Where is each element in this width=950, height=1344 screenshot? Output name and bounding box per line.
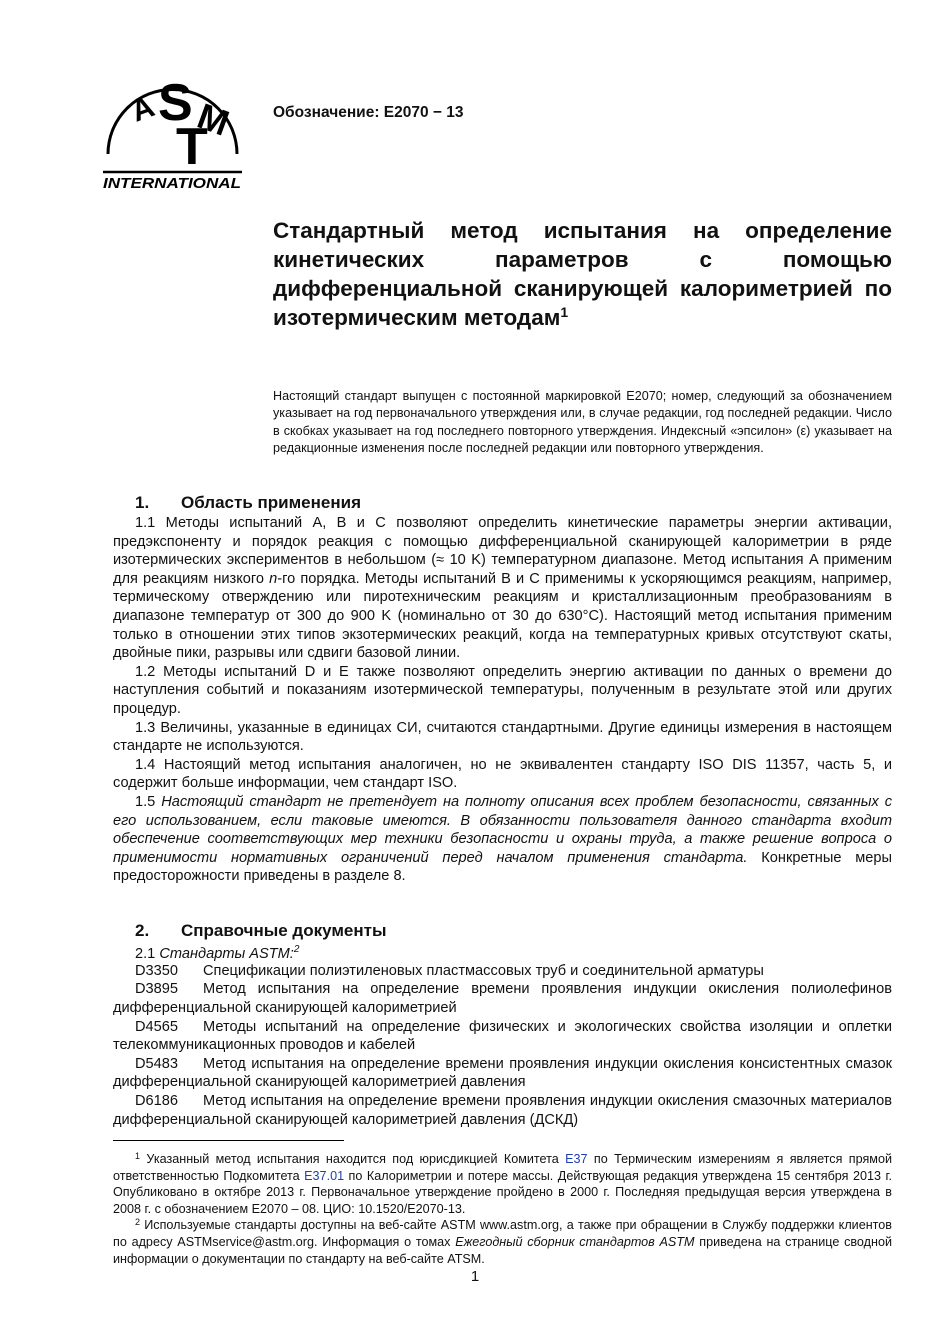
clause-text: -го порядка. Методы испытаний B и C применимы к ускоряющимся реакциям, например, термическому отверждению или пиротехническим реакциям и кристаллизационным преобразованиям в диапазоне температур от 300 до 900 K (номинально от 30 до 630°С). Настоящий метод испытания применим только в отношении этих типов экзотермических реакций, когда на температурных кривых отсутствуют скаты, двойные пики, разрывы или сдвиги базовой линии. (113, 570, 892, 662)
reference-code: D4565 (135, 1018, 179, 1035)
document-title (273, 216, 892, 332)
footnote-mark: 2 (135, 1217, 141, 1228)
logo-subtitle: INTERNATIONAL (103, 176, 241, 192)
reference-code: D6186 (135, 1093, 179, 1110)
reference-code: D3350 (135, 962, 179, 979)
clause-italic: n (269, 570, 278, 587)
footnote-mark: 1 (135, 1151, 141, 1161)
clause-text: Конкретные меры предосторожности приведены в разделе 8. (113, 849, 892, 885)
clause-text: 1.1 Методы испытаний A, B и C позволяют определить кинетические параметры энергии активации, предэкспоненту и порядок реакция с помощью дифференциальной сканирующей калориметрии в ряде изотермических экспериментов в небольшом (≈ 10 K) температурном диапазоне. Метод испытания A применим для реакциям низкого (113, 515, 892, 587)
reference-item (113, 1018, 892, 1055)
footnote-text: по Термическим измерениям я является прямой ответственностью Подкомитета (113, 1152, 892, 1183)
reference-title: Метод испытания на определение времени проявления индукции окисления смазочных материалов дифференциальной сканирующей калориметрией давления (ДСКД) (113, 1093, 892, 1128)
footnote-divider (113, 1140, 344, 1141)
footnote-mark: 2 (293, 944, 300, 955)
reference-title: Метод испытания на определение времени проявления индукции окисления полиолефинов дифференциальной сканирующей калориметрией (113, 981, 892, 1017)
footnote-1 (113, 1151, 892, 1217)
reference-item (113, 980, 892, 1017)
section-references (113, 920, 892, 1129)
reference-list (113, 962, 892, 1129)
clause-2-1 (113, 942, 892, 962)
title-footnote-mark: 1 (560, 304, 569, 320)
intro-note: Настоящий стандарт выпущен с постоянной маркировкой E2070; номер, следующий за обозначением указывает на год первоначального утверждения или, в случае редакции, год последней редакции. Число в скобках указывает на год последнего повторного утверждения. Индексный «эпсилон» (ε) указывает на редакционные изменения после последней редакции или повторного утверждения. (273, 389, 892, 455)
clause-1-4: 1.4 Настоящий метод испытания аналогичен, но не эквивалентен стандарту ISO DIS 11357, часть 5, и содержит больше информации, чем стандарт ISO. (113, 756, 892, 792)
clause-1-2: 1.2 Методы испытаний D и E также позволяют определить энергию активации по данных о времени до наступления событий и показаниям изотермической температуры, полученным в результате этой или других процедур. (113, 663, 892, 717)
footnote-text: по Калориметрии и потере массы. Действующая редакция утверждена 15 сентября 2013 г. Опубликовано в октябре 2013 г. Первоначальное утверждение пройдено в 2000 г. Последняя предыдущая версия утверждена в 2008 г. с обозначением E2070 – 08. ЦИО: 10.1520/E2070-13. (113, 1168, 892, 1216)
section-number: 1. (135, 493, 150, 512)
reference-code: D5483 (135, 1055, 179, 1072)
clause-number: 2.1 (135, 945, 160, 962)
footnote-text: приведена на странице сводной информации о документации по стандарту на веб-сайте ATSM. (113, 1234, 892, 1266)
reference-title: Методы испытаний на определение физических и экологических свойства изоляции и оплетки телекоммуникационных проводов и кабелей (113, 1018, 892, 1054)
committee-link[interactable]: E37 (565, 1152, 588, 1166)
footnote-2 (113, 1217, 892, 1267)
section-title: Область применения (181, 493, 362, 512)
clause-number: 1.5 (135, 793, 162, 810)
footnote-italic: Ежегодный сборник стандартов ASTM (455, 1234, 695, 1249)
page-number: 1 (470, 1268, 480, 1285)
section-heading (113, 920, 892, 942)
svg-text:M: M (192, 94, 235, 144)
reference-title: Метод испытания на определение времени проявления индукции окисления консистентных смазок дифференциальной сканирующей калориметрией давления (113, 1055, 892, 1091)
clause-1-1 (113, 514, 892, 663)
section-number: 2. (135, 921, 150, 940)
designation: Обозначение: E2070 − 13 (273, 104, 464, 121)
clause-1-5 (113, 793, 892, 886)
footnote-text: Указанный метод испытания находится под юрисдикцией Комитета (140, 1152, 566, 1166)
reference-item (113, 1055, 892, 1092)
clause-italic: Стандарты ASTM: (159, 945, 294, 962)
section-scope (113, 492, 892, 886)
svg-text:A: A (127, 90, 159, 129)
astm-logo (100, 62, 245, 192)
title-text: Стандартный метод испытания на определение кинетических параметров с помощью дифференциальной сканирующей калориметрией по изотермическим методам (273, 218, 892, 330)
footnotes (113, 1151, 892, 1267)
clause-italic: Настоящий стандарт не претендует на полноту описания всех проблем безопасности, связанных с его использованием, если таковые имеются. В обязанности пользователя данного стандарта входит обеспечение соответствующих мер техники безопасности и охраны труда, а также решение вопроса о применимости нормативных ограничений перед началом применения стандарта. (113, 793, 892, 866)
footnote-text: Используемые стандарты доступны на веб-сайте ASTM www.astm.org, а также при обращении в Службу поддержки клиентов по адресу ASTMservice@astm.org. Информация о томах (113, 1218, 892, 1249)
reference-code: D3895 (135, 981, 179, 998)
subcommittee-link[interactable]: E37.01 (304, 1168, 345, 1183)
reference-title: Спецификации полиэтиленовых пластмассовых труб и соединительной арматуры (203, 962, 764, 979)
reference-item (113, 1092, 892, 1129)
section-heading (113, 492, 892, 514)
section-title: Справочные документы (181, 921, 387, 940)
svg-text:T: T (176, 118, 208, 176)
svg-text:S: S (158, 74, 193, 132)
clause-1-3: 1.3 Величины, указанные в единицах СИ, считаются стандартными. Другие единицы измерения в настоящем стандарте не используются. (113, 719, 892, 755)
reference-item (113, 962, 892, 981)
